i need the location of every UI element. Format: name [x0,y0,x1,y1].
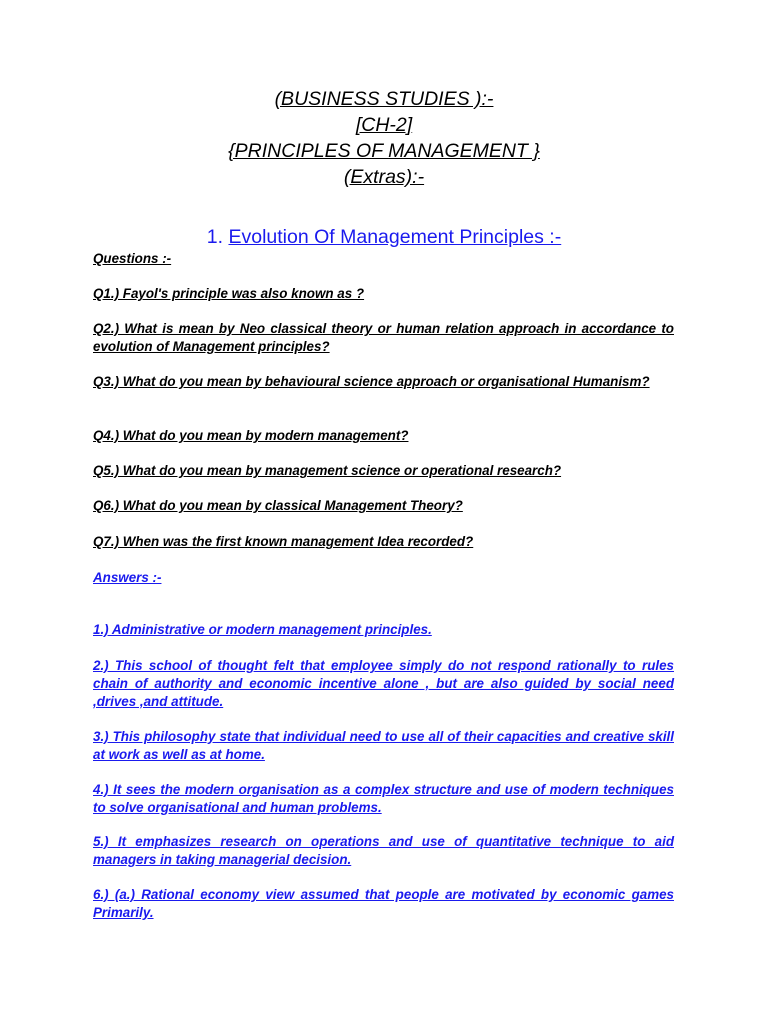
title-chapter: [CH-2] [355,114,413,136]
answers-label[interactable]: Answers :- [93,570,162,585]
section-number: 1. [206,226,224,248]
title-subject: (BUSINESS STUDIES ):- [274,88,494,110]
answer-6[interactable]: 6.) (a.) Rational economy view assumed that people are motivated by economic games Primarily. [93,887,674,920]
answer-1[interactable]: 1.) Administrative or modern management principles. [93,622,432,637]
section-heading-link[interactable]: Evolution Of Management Principles :- [228,226,562,248]
question-5: Q5.) What do you mean by management science or operational research? [93,463,562,478]
title-extras: (Extras):- [343,166,425,188]
document-title [0,86,768,190]
answer-2[interactable]: 2.) This school of thought felt that employee simply do not respond rationally to rules chain of authority and economic incentive alone , but are also guided by social need ,drives ,and attitude. [93,658,674,709]
question-7: Q7.) When was the first known management Idea recorded? [93,534,474,549]
question-2: Q2.) What is mean by Neo classical theory or human relation approach in accordance to evolution of Management principles? [93,321,674,354]
question-6: Q6.) What do you mean by classical Management Theory? [93,498,463,513]
answer-3[interactable]: 3.) This philosophy state that individual need to use all of their capacities and creative skill at work as well as at home. [93,729,674,762]
questions-label: Questions :- [93,251,172,266]
question-1: Q1.) Fayol's principle was also known as ? [93,286,365,301]
answer-5[interactable]: 5.) It emphasizes research on operations and use of quantitative technique to aid managers in taking managerial decision. [93,834,674,867]
question-4: Q4.) What do you mean by modern management? [93,428,409,443]
section-heading [0,224,768,250]
question-3: Q3.) What do you mean by behavioural science approach or organisational Humanism? [93,374,650,389]
title-chapter-name: {PRINCIPLES OF MANAGEMENT } [228,140,540,162]
answer-4[interactable]: 4.) It sees the modern organisation as a complex structure and use of modern techniques to solve organisational and human problems. [93,782,674,815]
